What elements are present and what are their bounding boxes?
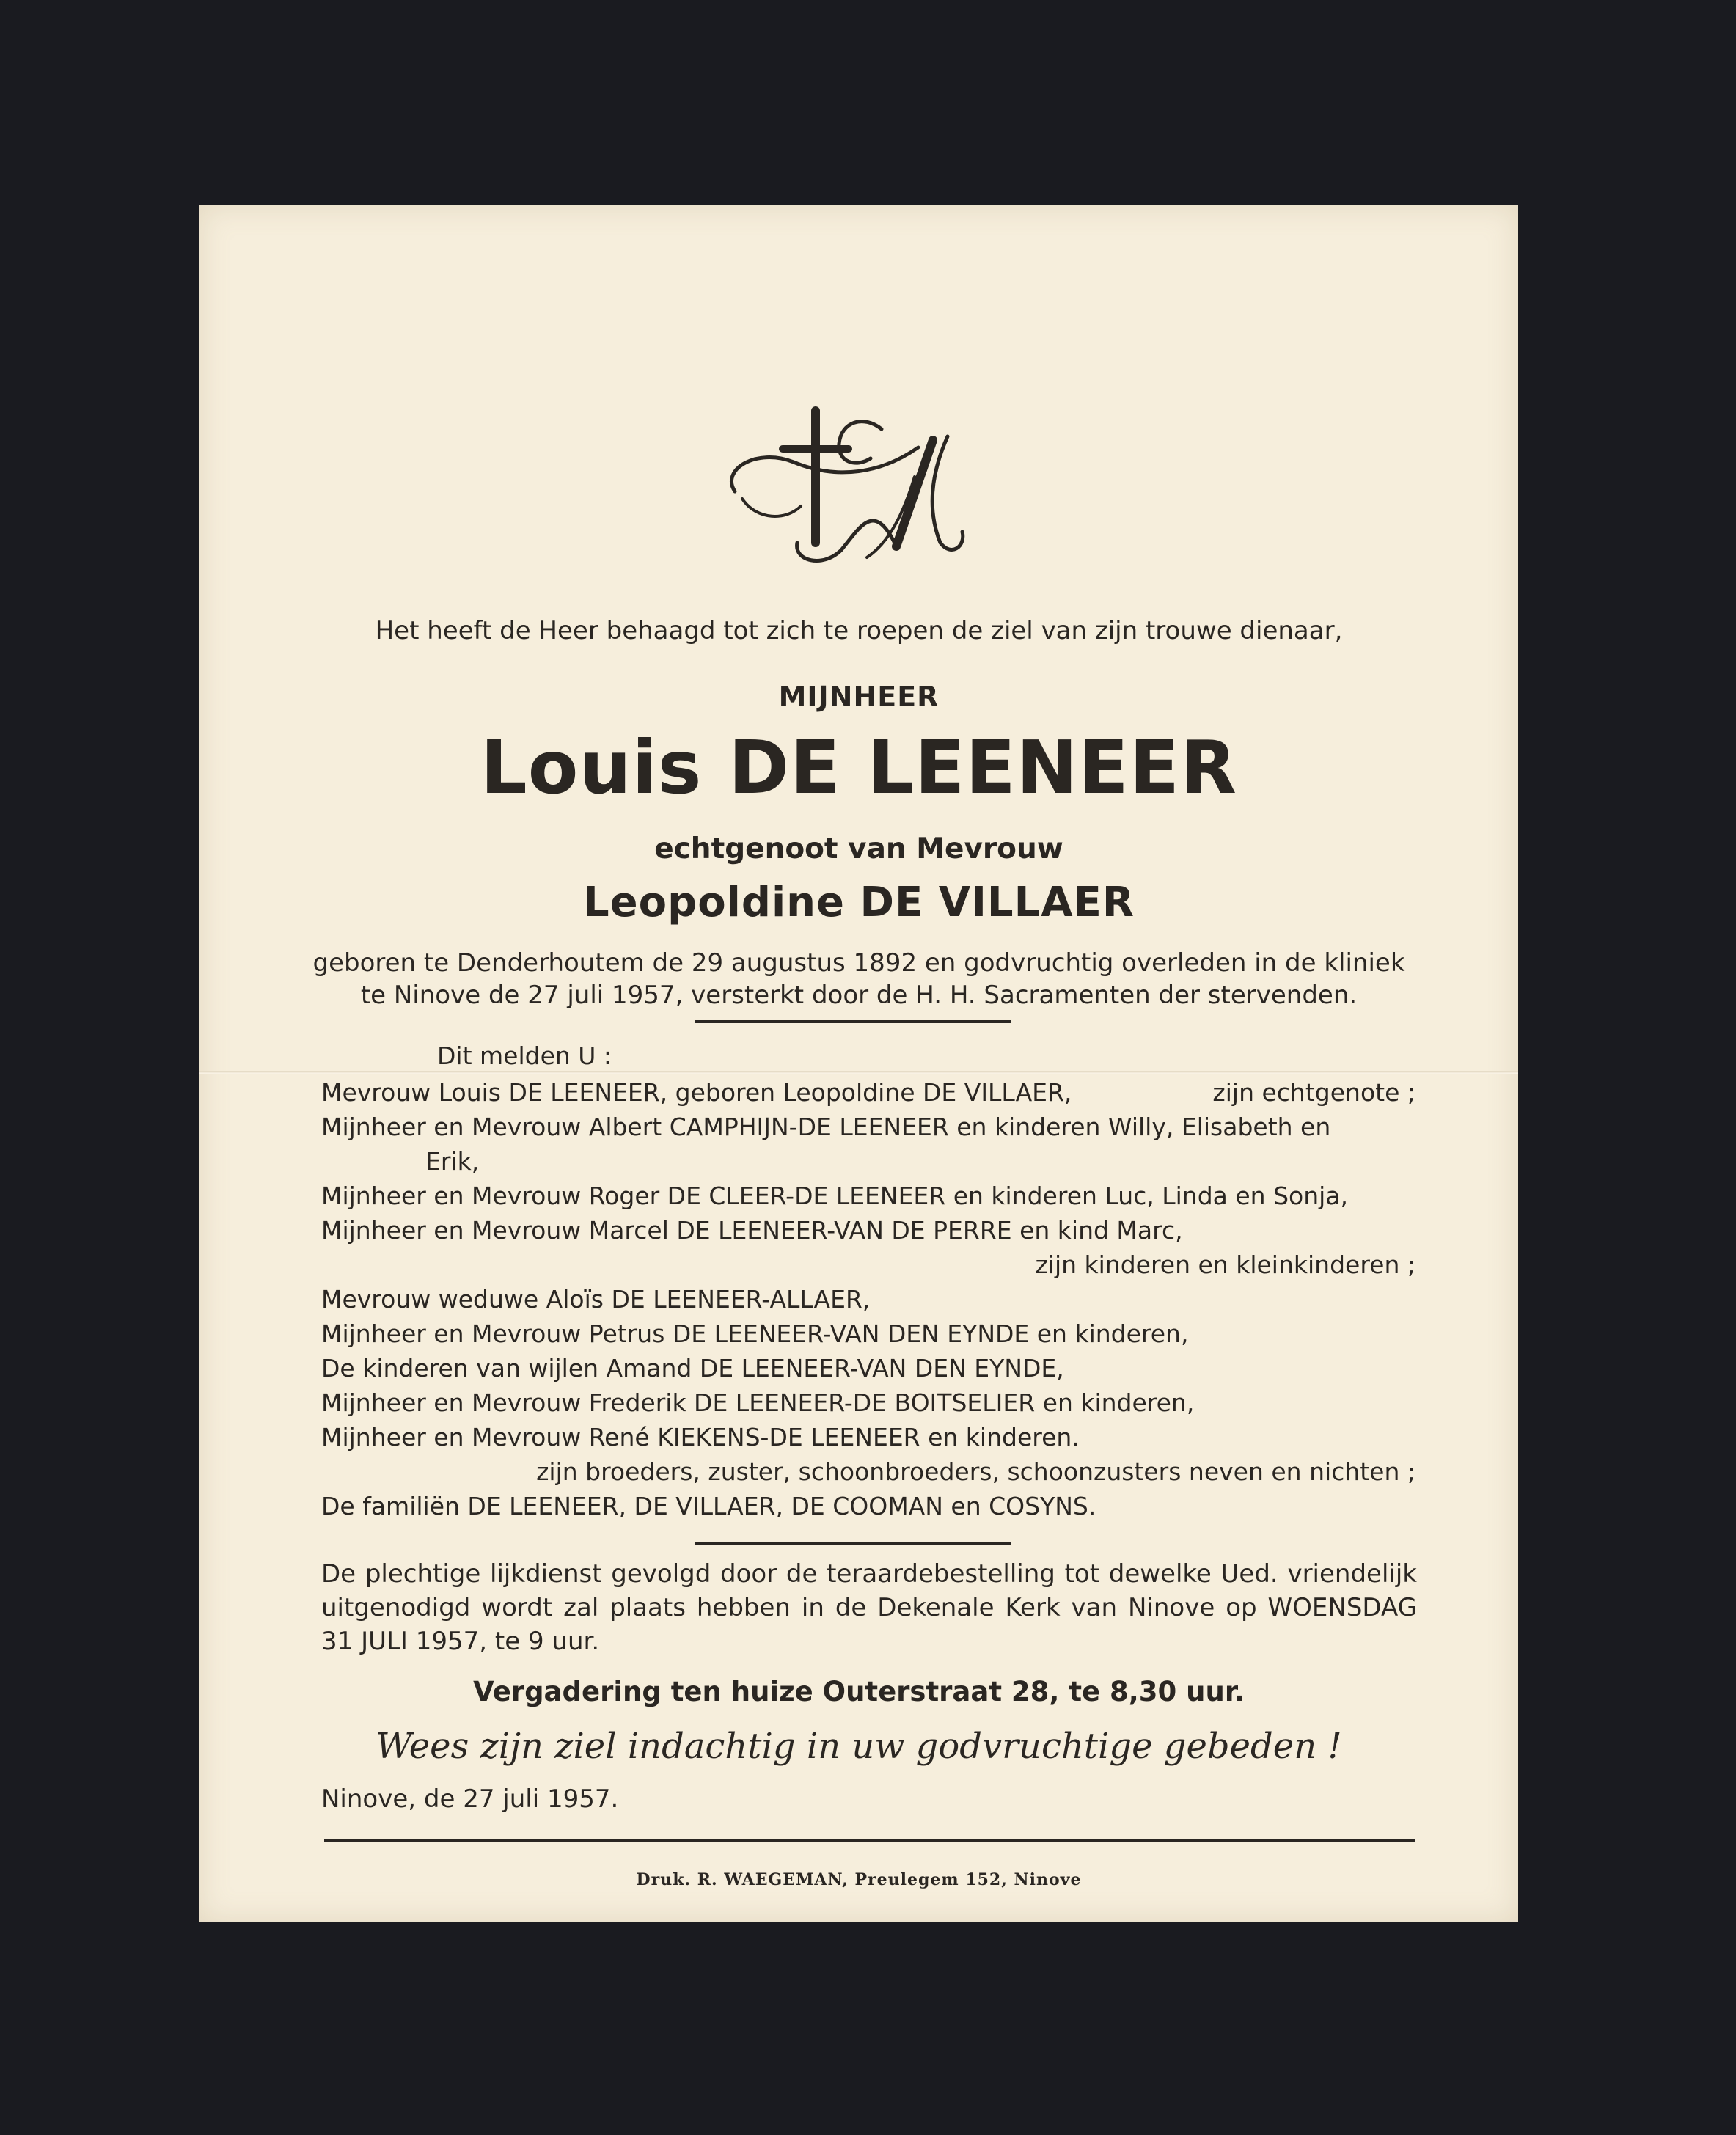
prayer-text: Wees zijn ziel indachtig in uw godvruchtige gebeden ! <box>376 1726 1342 1767</box>
family-line: Mijnheer en Mevrouw Albert CAMPHIJN-DE LEENEER en kinderen Willy, Elisabeth en <box>321 1113 1331 1141</box>
family-line: Mijnheer en Mevrouw Roger DE CLEER-DE LEENEER en kinderen Luc, Linda en Sonja, <box>321 1182 1349 1210</box>
family-role: zijn kinderen en kleinkinderen ; <box>1035 1250 1415 1279</box>
spouse-prefix: echtgenoot van Mevrouw <box>654 832 1063 865</box>
gathering-text: Vergadering ten huize Outerstraat 28, te 8,30 uur. <box>473 1676 1245 1707</box>
family-line: Mijnheer en Mevrouw Marcel DE LEENEER-VAN DE PERRE en kind Marc, <box>321 1216 1183 1245</box>
divider <box>695 1542 1011 1545</box>
family-line: Erik, <box>425 1147 480 1176</box>
honorific-title: MIJNHEER <box>778 681 940 713</box>
family-role: zijn echtgenote ; <box>1212 1078 1415 1107</box>
family-line: De familiën DE LEENEER, DE VILLAER, DE COOMAN en COSYNS. <box>321 1492 1096 1520</box>
birth-death-line-2: te Ninove de 27 juli 1957, versterkt door de H. H. Sacramenten der stervenden. <box>360 981 1358 1010</box>
cross-monogram-icon <box>713 403 977 579</box>
divider <box>324 1839 1415 1842</box>
family-role: zijn broeders, zuster, schoonbroeders, schoonzusters neven en nichten ; <box>536 1457 1415 1486</box>
divider <box>695 1020 1011 1023</box>
birth-death-line-1: geboren te Denderhoutem de 29 augustus 1892 en godvruchtig overleden in de kliniek <box>312 948 1405 978</box>
printer-credit: Druk. R. WAEGEMAN, Preulegem 152, Ninove <box>636 1870 1082 1889</box>
family-line: Mevrouw weduwe Aloïs DE LEENEER-ALLAER, <box>321 1285 871 1314</box>
family-line: Mijnheer en Mevrouw René KIEKENS-DE LEENEER en kinderen. <box>321 1423 1080 1451</box>
family-line: De kinderen van wijlen Amand DE LEENEER-VAN DEN EYNDE, <box>321 1354 1064 1383</box>
spouse-name: Leopoldine DE VILLAER <box>582 879 1135 926</box>
family-line: Mevrouw Louis DE LEENEER, geboren Leopoldine DE VILLAER, <box>321 1078 1072 1107</box>
intro-text: Het heeft de Heer behaagd tot zich te roepen de ziel van zijn trouwe dienaar, <box>375 616 1343 645</box>
memorial-card <box>199 205 1518 1922</box>
place-date: Ninove, de 27 juli 1957. <box>321 1784 619 1814</box>
family-line: Mijnheer en Mevrouw Frederik DE LEENEER-DE BOITSELIER en kinderen, <box>321 1388 1195 1417</box>
service-paragraph: De plechtige lijkdienst gevolgd door de teraardebestelling tot dewelke Ued. vriendelijk uitgenodigd wordt zal plaats hebben in de Dekenale Kerk van Ninove op WOENSDAG 31 JULI 1957, te 9 uur. <box>321 1559 1417 1656</box>
announce-text: Dit melden U : <box>437 1041 612 1070</box>
fold-crease <box>199 1071 1518 1074</box>
family-line: Mijnheer en Mevrouw Petrus DE LEENEER-VAN DEN EYNDE en kinderen, <box>321 1319 1189 1348</box>
deceased-name: Louis DE LEENEER <box>480 725 1237 810</box>
